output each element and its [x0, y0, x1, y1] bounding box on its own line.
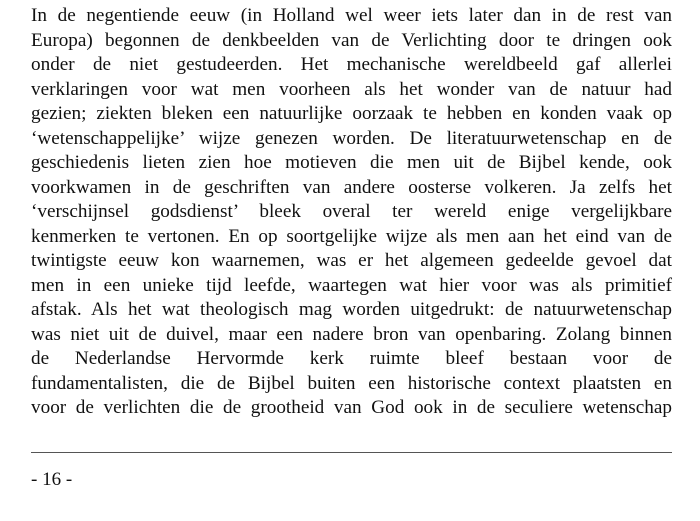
- body-paragraph: [31, 4, 672, 421]
- text-line: In de negentiende eeuw (in Holland wel weer iets later dan in de rest van: [31, 5, 672, 26]
- text-line: gezien; ziekten bleken een natuurlijke oorzaak te hebben en konden vaak op: [31, 103, 672, 124]
- text-line: afstak. Als het wat theologisch mag worden uitgedrukt: de natuurwetenschap: [31, 299, 672, 320]
- page-number: - 16 -: [31, 469, 73, 490]
- text-line: verklaringen voor wat men voorheen als het wonder van de natuur had: [31, 78, 672, 100]
- text-line: onder de niet gestudeerden. Het mechanische wereldbeeld gaf allerlei: [31, 54, 672, 75]
- text-line: twintigste eeuw kon waarnemen, was er het algemeen gedeelde gevoel dat: [31, 250, 672, 271]
- text-line: geschiedenis lieten zien hoe motieven die men uit de Bijbel kende, ook: [31, 152, 672, 173]
- text-line: men in een unieke tijd leefde, waartegen wat hier voor was als primitief: [31, 274, 672, 296]
- text-line: was niet uit de duivel, maar een nadere bron van openbaring. Zolang binnen: [31, 323, 672, 345]
- text-line: Europa) begonnen de denkbeelden van de Verlichting door te dringen ook: [31, 29, 672, 51]
- text-line: kenmerken te vertonen. En op soortgelijke wijze als men aan het eind van de: [31, 225, 672, 247]
- text-line: voorkwamen in de geschriften van andere oosterse volkeren. Ja zelfs het: [31, 176, 672, 198]
- text-line: fundamentalisten, die de Bijbel buiten een historische context plaatsten en: [31, 372, 672, 394]
- text-line: de Nederlandse Hervormde kerk ruimte bleef bestaan voor de: [31, 348, 672, 369]
- footer-divider: [31, 452, 672, 453]
- text-line: ‘wetenschappelijke’ wijze genezen worden. De literatuurwetenschap en de: [31, 127, 672, 149]
- text-line: voor de verlichten die de grootheid van God ook in de seculiere wetenschap: [31, 397, 672, 418]
- text-line: ‘verschijnsel godsdienst’ bleek overal ter wereld enige vergelijkbare: [31, 201, 672, 222]
